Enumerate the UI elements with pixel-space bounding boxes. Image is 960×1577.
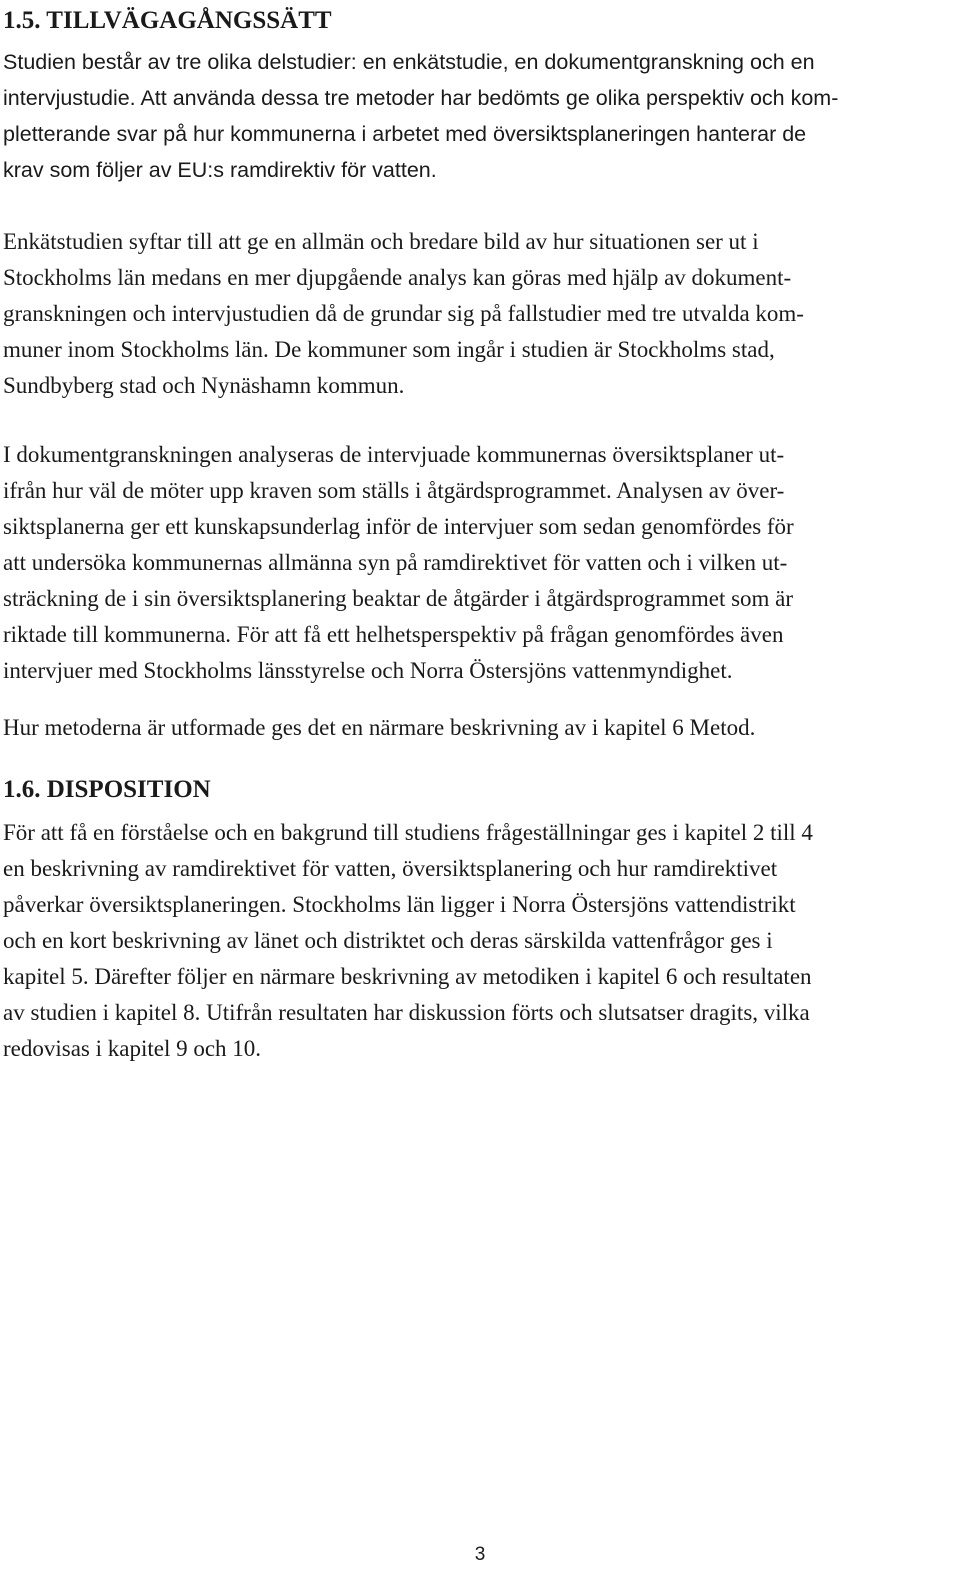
text-line: För att få en förståelse och en bakgrund till studiens frågeställningar ges i kapitel 2 till 4 <box>3 820 813 845</box>
section-heading-1-6: 1.6. DISPOSITION <box>3 776 211 803</box>
text-line: granskningen och intervjustudien då de grundar sig på fallstudier med tre utvalda kom- <box>3 301 804 326</box>
text-line: Enkätstudien syftar till att ge en allmän och bredare bild av hur situationen ser ut i <box>3 229 759 254</box>
text-line: Hur metoderna är utformade ges det en närmare beskrivning av i kapitel 6 Metod. <box>3 715 756 740</box>
text-line: sträckning de i sin översiktsplanering beaktar de åtgärder i åtgärdsprogrammet som är <box>3 586 794 611</box>
paragraph-document-review <box>3 437 794 689</box>
text-line: Stockholms län medans en mer djupgående analys kan göras med hjälp av dokument- <box>3 265 792 290</box>
text-line: en beskrivning av ramdirektivet för vatten, översiktsplanering och hur ramdirektivet <box>3 856 778 881</box>
text-line: påverkar översiktsplaneringen. Stockholms län ligger i Norra Östersjöns vattendistrikt <box>3 892 796 917</box>
text-line: ifrån hur väl de möter upp kraven som ställs i åtgärdsprogrammet. Analysen av över- <box>3 478 785 503</box>
text-line: att undersöka kommunernas allmänna syn på ramdirektivet för vatten och i vilken ut- <box>3 550 788 575</box>
text-line: Sundbyberg stad och Nynäshamn kommun. <box>3 373 405 398</box>
text-line: redovisas i kapitel 9 och 10. <box>3 1036 262 1061</box>
text-line: pletterande svar på hur kommunerna i arbetet med översiktsplaneringen hanterar de <box>3 122 807 146</box>
text-line: kapitel 5. Därefter följer en närmare beskrivning av metodiken i kapitel 6 och resultaten <box>3 964 812 989</box>
text-line: och en kort beskrivning av länet och distriktet och deras särskilda vattenfrågor ges i <box>3 928 773 953</box>
text-line: siktsplanerna ger ett kunskapsunderlag inför de intervjuer som sedan genomfördes för <box>3 514 794 539</box>
text-line: intervjustudie. Att använda dessa tre metoder har bedömts ge olika perspektiv och kom- <box>3 86 839 110</box>
text-line: muner inom Stockholms län. De kommuner som ingår i studien är Stockholms stad, <box>3 337 775 362</box>
page-number: 3 <box>474 1544 486 1565</box>
section-heading-1-5: 1.5. TILLVÄGAGÅNGSSÄTT <box>3 7 332 34</box>
text-line: krav som följer av EU:s ramdirektiv för vatten. <box>3 158 437 182</box>
paragraph-disposition <box>3 815 813 1067</box>
paragraph-intro <box>3 44 838 188</box>
text-line: riktade till kommunerna. För att få ett helhetsperspektiv på frågan genomfördes även <box>3 622 784 647</box>
text-line: I dokumentgranskningen analyseras de intervjuade kommunernas översiktsplaner ut- <box>3 442 785 467</box>
paragraph-method-reference <box>3 710 755 746</box>
text-line: av studien i kapitel 8. Utifrån resultaten har diskussion förts och slutsatser dragits, vilka <box>3 1000 810 1025</box>
text-line: intervjuer med Stockholms länsstyrelse och Norra Östersjöns vattenmyndighet. <box>3 658 733 683</box>
text-line: Studien består av tre olika delstudier: en enkätstudie, en dokumentgranskning och en <box>3 50 815 74</box>
paragraph-survey <box>3 224 804 404</box>
